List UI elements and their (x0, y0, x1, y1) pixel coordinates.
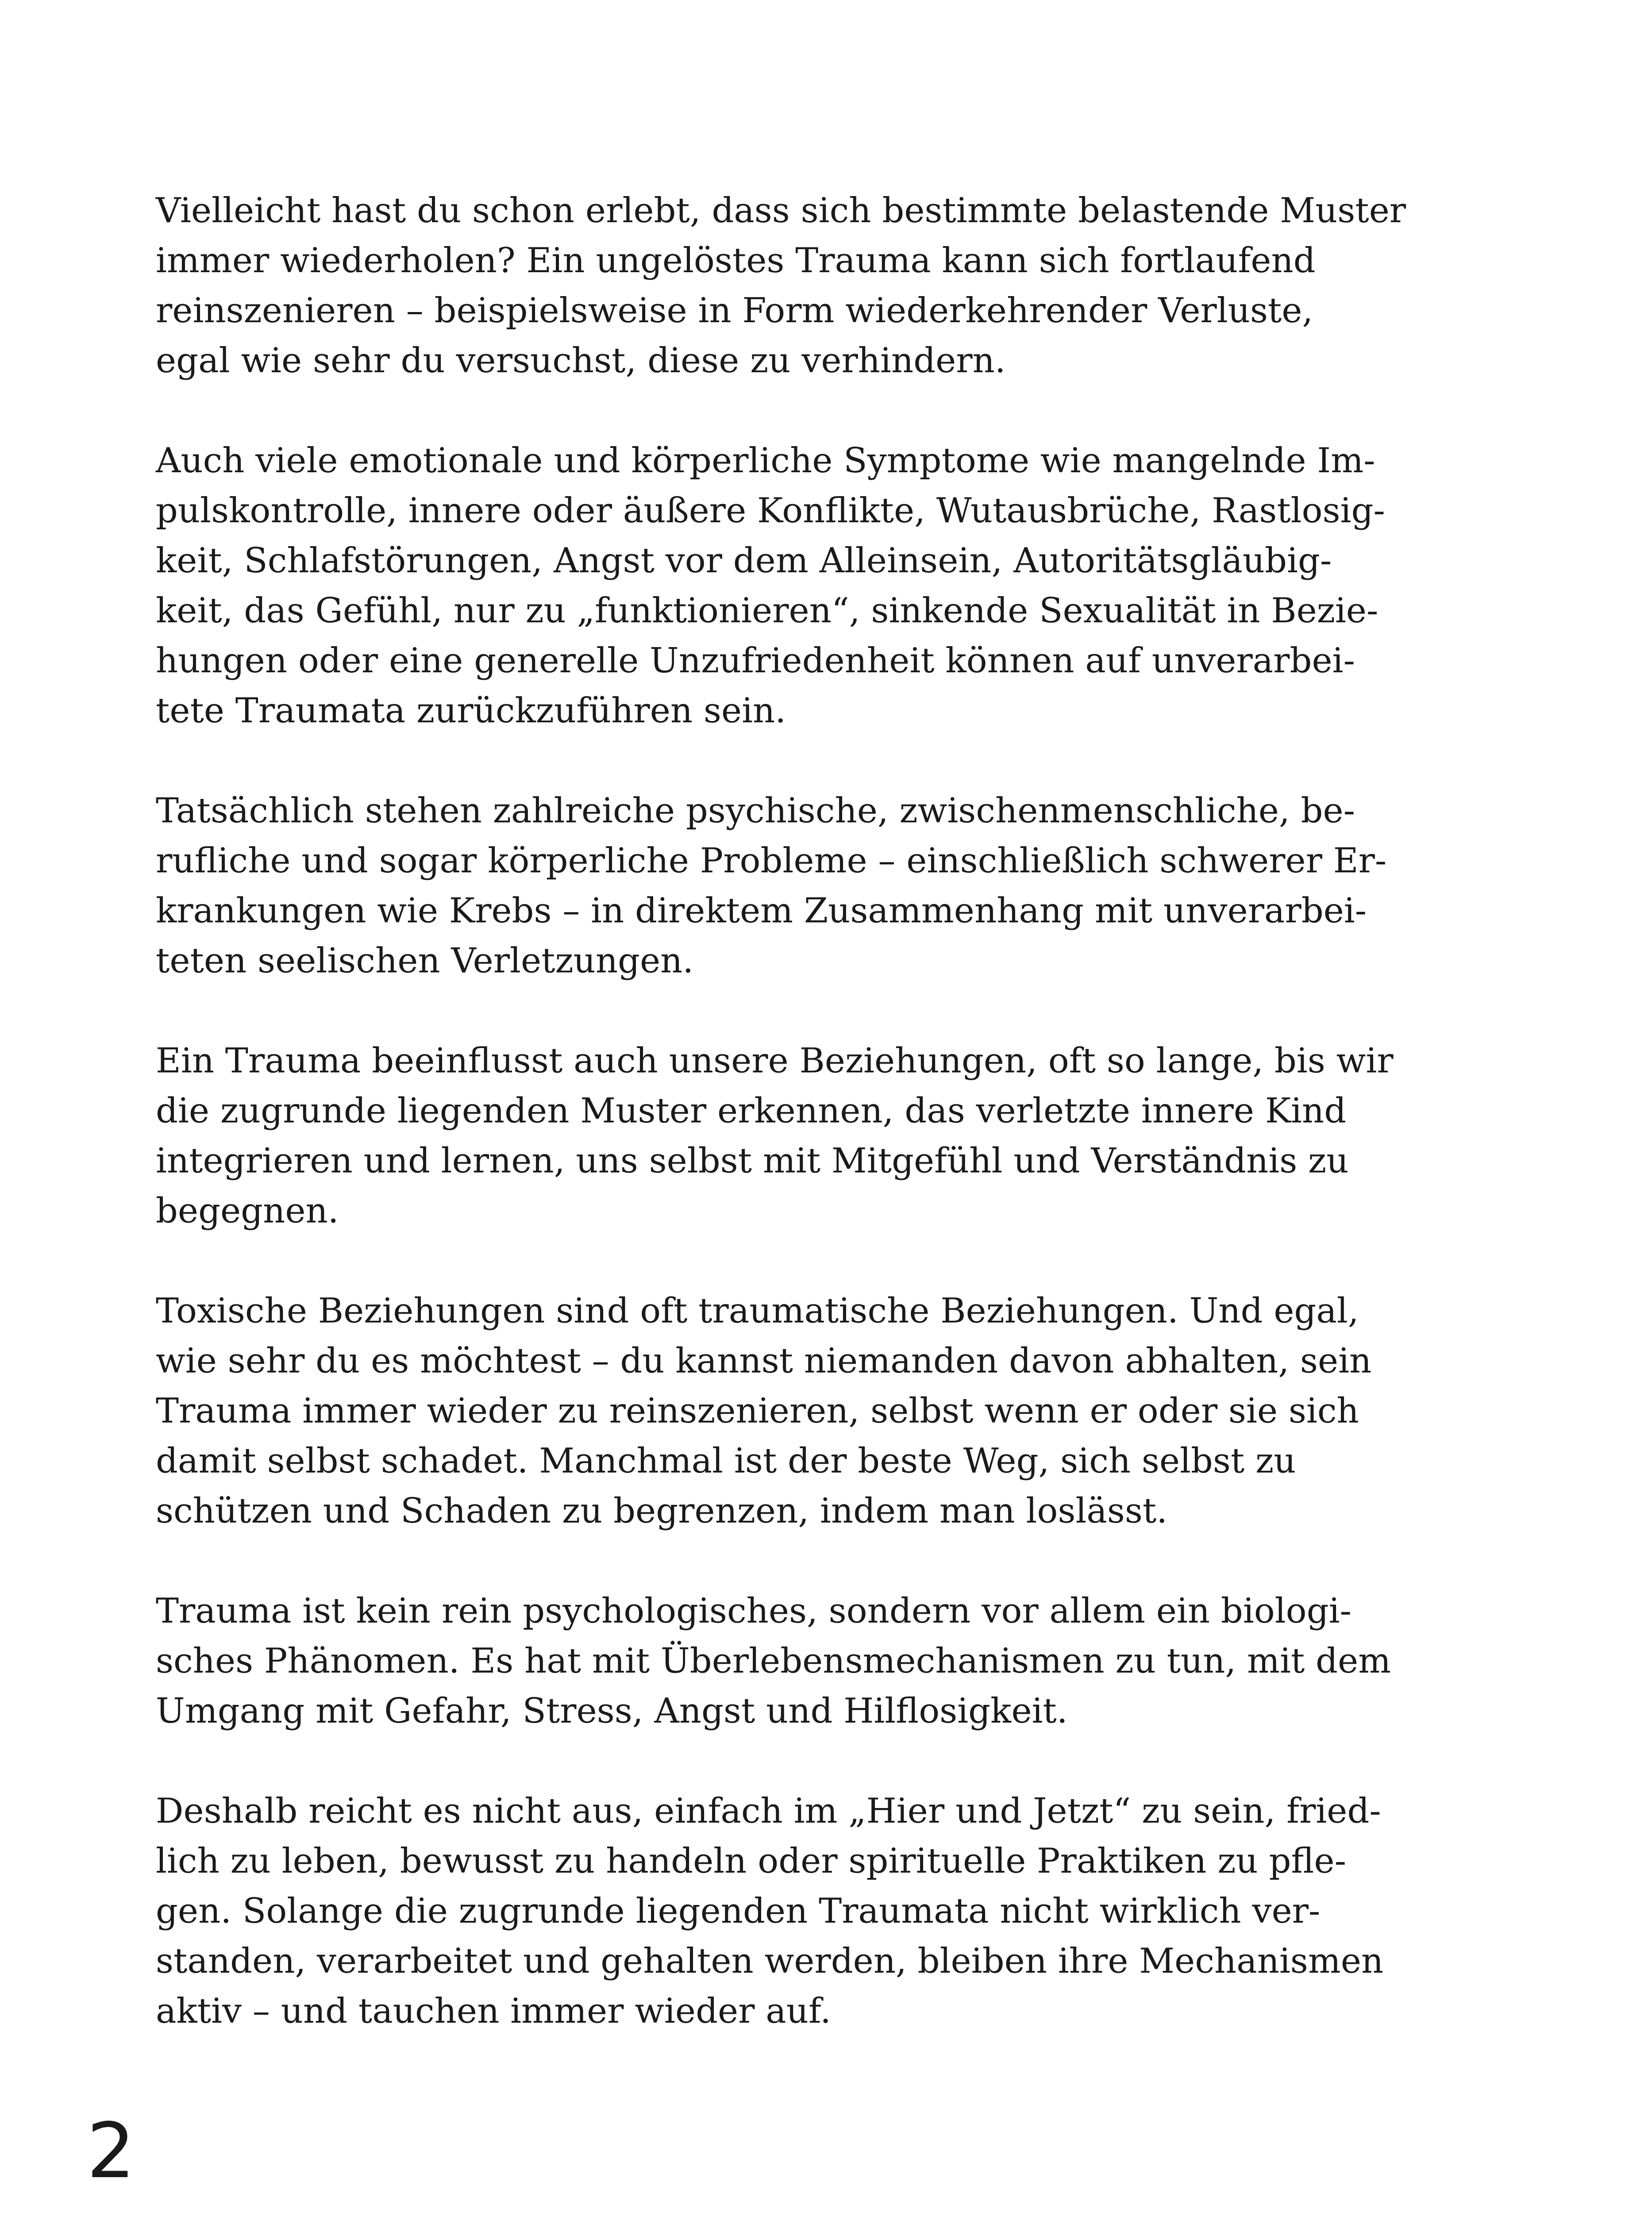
text-line: Auch viele emotionale und körperliche Symptome wie mangelnde Im- (156, 441, 1375, 481)
paragraph-4 (156, 1036, 1466, 1236)
text-line: tete Traumata zurückzuführen sein. (156, 691, 786, 731)
text-line: teten seelischen Verletzungen. (156, 941, 694, 981)
text-line: krankungen wie Krebs – in direktem Zusammenhang mit unverarbei- (156, 891, 1367, 931)
text-line: lich zu leben, bewusst zu handeln oder spirituelle Praktiken zu pfle- (156, 1841, 1346, 1881)
paragraph-3 (156, 786, 1466, 986)
text-line: damit selbst schadet. Manchmal ist der beste Weg, sich selbst zu (156, 1441, 1296, 1481)
text-line: Trauma immer wieder zu reinszenieren, selbst wenn er oder sie sich (156, 1391, 1359, 1431)
text-line: sches Phänomen. Es hat mit Überlebensmechanismen zu tun, mit dem (156, 1641, 1391, 1681)
paragraph-7 (156, 1786, 1466, 2036)
text-line: hungen oder eine generelle Unzufriedenheit können auf unverarbei- (156, 641, 1355, 681)
text-line: integrieren und lernen, uns selbst mit Mitgefühl und Verständnis zu (156, 1141, 1349, 1181)
text-line: wie sehr du es möchtest – du kannst niemanden davon abhalten, sein (156, 1341, 1372, 1381)
text-line: Vielleicht hast du schon erlebt, dass sich bestimmte belastende Muster (156, 191, 1406, 231)
text-line: Toxische Beziehungen sind oft traumatische Beziehungen. Und egal, (156, 1291, 1359, 1331)
paragraph-6 (156, 1586, 1466, 1736)
text-line: begegnen. (156, 1191, 339, 1231)
text-line: die zugrunde liegenden Muster erkennen, das verletzte innere Kind (156, 1091, 1347, 1131)
text-line: keit, Schlafstörungen, Angst vor dem Alleinsein, Autoritätsgläubig- (156, 541, 1332, 581)
text-line: immer wiederholen? Ein ungelöstes Trauma kann sich fortlaufend (156, 241, 1316, 281)
text-line: Umgang mit Gefahr, Stress, Angst und Hilflosigkeit. (156, 1691, 1068, 1731)
paragraph-5 (156, 1286, 1466, 1536)
text-line: gen. Solange die zugrunde liegenden Traumata nicht wirklich ver- (156, 1891, 1321, 1931)
body-text (156, 186, 1466, 2086)
text-line: aktiv – und tauchen immer wieder auf. (156, 1991, 831, 2031)
text-line: egal wie sehr du versuchst, diese zu verhindern. (156, 341, 1006, 381)
text-line: Tatsächlich stehen zahlreiche psychische, zwischenmenschliche, be- (156, 791, 1355, 831)
paragraph-1 (156, 186, 1466, 386)
text-line: reinszenieren – beispielsweise in Form wiederkehrender Verluste, (156, 291, 1313, 331)
page-number: 2 (87, 2106, 135, 2195)
text-line: Ein Trauma beeinflusst auch unsere Beziehungen, oft so lange, bis wir (156, 1041, 1394, 1081)
text-line: rufliche und sogar körperliche Probleme – einschließlich schwerer Er- (156, 841, 1387, 881)
text-line: standen, verarbeitet und gehalten werden, bleiben ihre Mechanismen (156, 1941, 1384, 1981)
text-line: Deshalb reicht es nicht aus, einfach im „Hier und Jetzt“ zu sein, fried- (156, 1791, 1381, 1831)
paragraph-2 (156, 436, 1466, 736)
text-line: Trauma ist kein rein psychologisches, sondern vor allem ein biologi- (156, 1591, 1352, 1631)
text-line: keit, das Gefühl, nur zu „funktionieren“, sinkende Sexualität in Bezie- (156, 591, 1379, 631)
text-line: pulskontrolle, innere oder äußere Konflikte, Wutausbrüche, Rastlosig- (156, 491, 1385, 531)
text-line: schützen und Schaden zu begrenzen, indem man loslässt. (156, 1491, 1167, 1531)
